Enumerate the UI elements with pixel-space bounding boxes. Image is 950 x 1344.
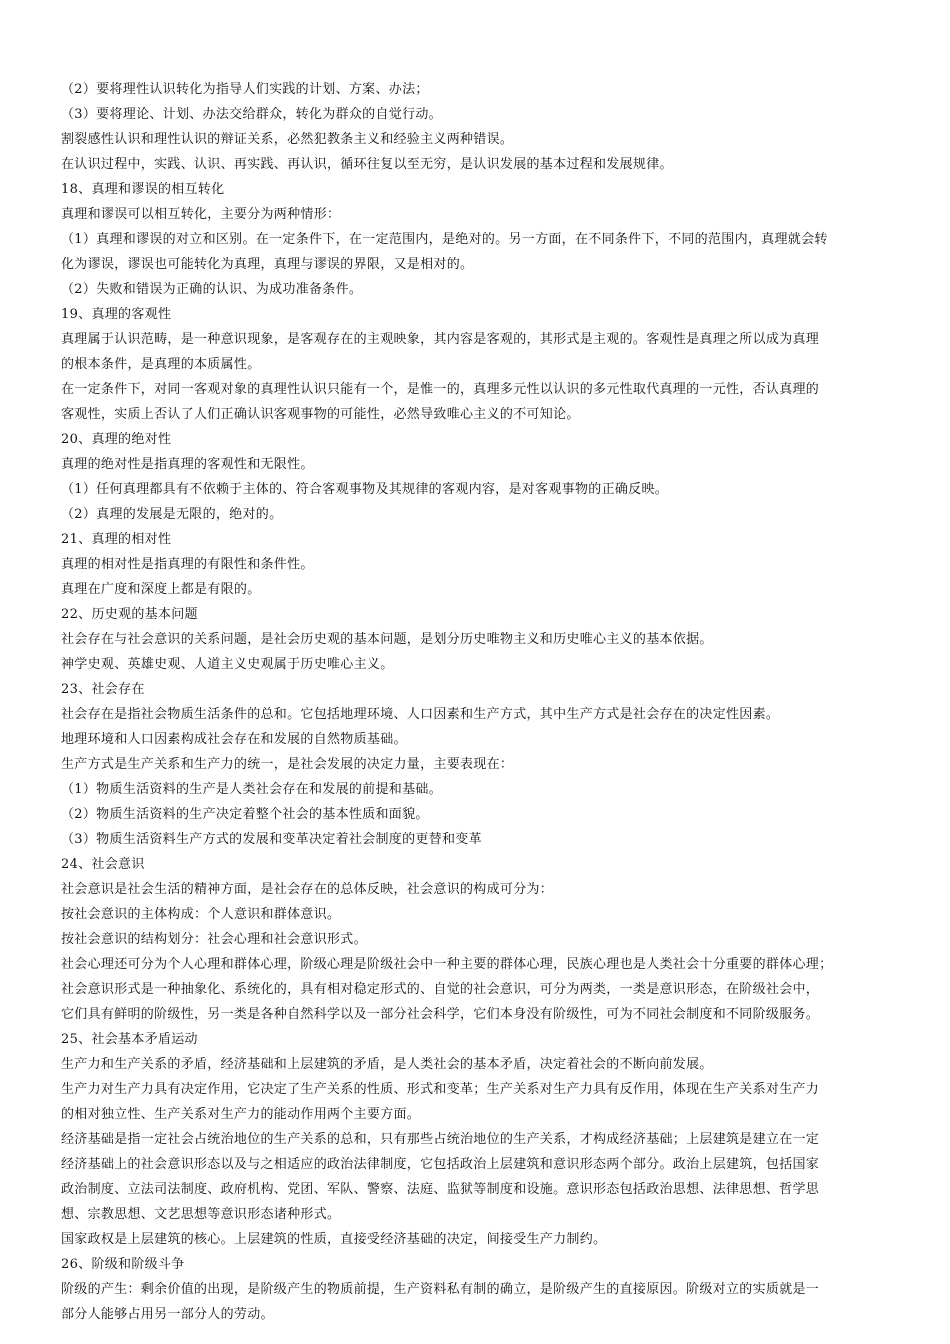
text-line: 社会存在是指社会物质生活条件的总和。它包括地理环境、人口因素和生产方式，其中生产方式是社会存在的决定性因素。 [61, 707, 780, 722]
text-line: 神学史观、英雄史观、人道主义史观属于历史唯心主义。 [61, 657, 394, 672]
text-line: 国家政权是上层建筑的核心。上层建筑的性质，直接受经济基础的决定，间接受生产力制约。 [61, 1232, 607, 1247]
text-line: 真理属于认识范畴，是一种意识现象，是客观存在的主观映象，其内容是客观的，其形式是主观的。客观性是真理之所以成为真理 [61, 332, 820, 347]
text-line: 社会心理还可分为个人心理和群体心理，阶级心理是阶级社会中一种主要的群体心理，民族心理也是人类社会十分重要的群体心理； [61, 957, 833, 972]
text-line: （2）物质生活资料的生产决定着整个社会的基本性质和面貌。 [61, 807, 429, 822]
text-line: 26、阶级和阶级斗争 [61, 1257, 185, 1272]
text-line: 在一定条件下，对同一客观对象的真理性认识只能有一个，是惟一的，真理多元性以认识的多元性取代真理的一元性，否认真理的 [61, 382, 820, 397]
text-line: （3）要将理论、计划、办法交给群众，转化为群众的自觉行动。 [61, 107, 442, 122]
section-heading: 22、历史观的基本问题 [61, 607, 198, 622]
text-line: 生产方式是生产关系和生产力的统一，是社会发展的决定力量，主要表现在： [61, 757, 514, 772]
text-line: 经济基础上的社会意识形态以及与之相适应的政治法律制度，它包括政治上层建筑和意识形态两个部分。政治上层建筑，包括国家 [61, 1157, 820, 1172]
text-line: 按社会意识的主体构成：个人意识和群体意识。 [61, 907, 341, 922]
text-line: 社会意识形式是一种抽象化、系统化的，具有相对稳定形式的、自觉的社会意识，可分为两类，一类是意识形态，在阶级社会中， [61, 982, 820, 997]
text-line: 社会意识是社会生活的精神方面，是社会存在的总体反映，社会意识的构成可分为： [61, 882, 554, 897]
text-line: （1）真理和谬误的对立和区别。在一定条件下，在一定范围内，是绝对的。另一方面，在不同条件下，不同的范围内，真理就会转 [61, 232, 828, 247]
text-line: 真理的相对性是指真理的有限性和条件性。 [61, 557, 314, 572]
text-line: 社会存在与社会意识的关系问题，是社会历史观的基本问题，是划分历史唯物主义和历史唯心主义的基本依据。 [61, 632, 713, 647]
text-line: 经济基础是指一定社会占统治地位的生产关系的总和，只有那些占统治地位的生产关系，才构成经济基础；上层建筑是建立在一定 [61, 1132, 820, 1147]
text-line: 真理在广度和深度上都是有限的。 [61, 582, 261, 597]
section-heading: 20、真理的绝对性 [61, 432, 172, 447]
section-heading: 18、真理和谬误的相互转化 [61, 182, 225, 197]
text-line: （2）失败和错误为正确的认识、为成功准备条件。 [61, 282, 363, 297]
text-line: （1）任何真理都具有不依赖于主体的、符合客观事物及其规律的客观内容，是对客观事物的正确反映。 [61, 482, 669, 497]
section-heading: 25、社会基本矛盾运动 [61, 1032, 198, 1047]
text-line: 想、宗教思想、文艺思想等意识形态诸种形式。 [61, 1207, 341, 1222]
text-line: 地理环境和人口因素构成社会存在和发展的自然物质基础。 [61, 732, 407, 747]
text-line: 真理和谬误可以相互转化，主要分为两种情形： [61, 207, 341, 222]
text-line: 按社会意识的结构划分：社会心理和社会意识形式。 [61, 932, 367, 947]
text-line: 真理的绝对性是指真理的客观性和无限性。 [61, 457, 314, 472]
text-line: 生产力和生产关系的矛盾，经济基础和上层建筑的矛盾，是人类社会的基本矛盾，决定着社会的不断向前发展。 [61, 1057, 713, 1072]
text-line: 政治制度、立法司法制度、政府机构、党团、军队、警察、法庭、监狱等制度和设施。意识形态包括政治思想、法律思想、哲学思 [61, 1182, 820, 1197]
text-line: 的相对独立性、生产关系对生产力的能动作用两个主要方面。 [61, 1107, 421, 1122]
section-heading: 19、真理的客观性 [61, 307, 172, 322]
text-line: （3）物质生活资料生产方式的发展和变革决定着社会制度的更替和变革 [61, 832, 482, 847]
text-line: （2）要将理性认识转化为指导人们实践的计划、方案、办法； [61, 82, 429, 97]
text-line: 生产力对生产力具有决定作用，它决定了生产关系的性质、形式和变革；生产关系对生产力具有反作用，体现在生产关系对生产力 [61, 1082, 820, 1097]
text-line: 客观性，实质上否认了人们正确认识客观事物的可能性，必然导致唯心主义的不可知论。 [61, 407, 580, 422]
text-line: 部分人能够占用另一部分人的劳动。 [61, 1307, 274, 1322]
text-line: （1）物质生活资料的生产是人类社会存在和发展的前提和基础。 [61, 782, 442, 797]
section-heading: 21、真理的相对性 [61, 532, 172, 547]
text-line: 化为谬误，谬误也可能转化为真理，真理与谬误的界限，又是相对的。 [61, 257, 474, 272]
text-line: 在认识过程中，实践、认识、再实践、再认识，循环往复以至无穷，是认识发展的基本过程和发展规律。 [61, 157, 673, 172]
text-line: 割裂感性认识和理性认识的辩证关系，必然犯教条主义和经验主义两种错误。 [61, 132, 514, 147]
text-line: 的根本条件，是真理的本质属性。 [61, 357, 261, 372]
text-line: 它们具有鲜明的阶级性，另一类是各种自然科学以及一部分社会科学，它们本身没有阶级性，可为不同社会制度和不同阶级服务。 [61, 1007, 820, 1022]
section-heading: 24、社会意识 [61, 857, 145, 872]
section-heading: 23、社会存在 [61, 682, 145, 697]
text-line: （2）真理的发展是无限的，绝对的。 [61, 507, 283, 522]
section-heading: 阶级的产生：剩余价值的出现，是阶级产生的物质前提，生产资料私有制的确立，是阶级产生的直接原因。阶级对立的实质就是一 [61, 1282, 820, 1297]
